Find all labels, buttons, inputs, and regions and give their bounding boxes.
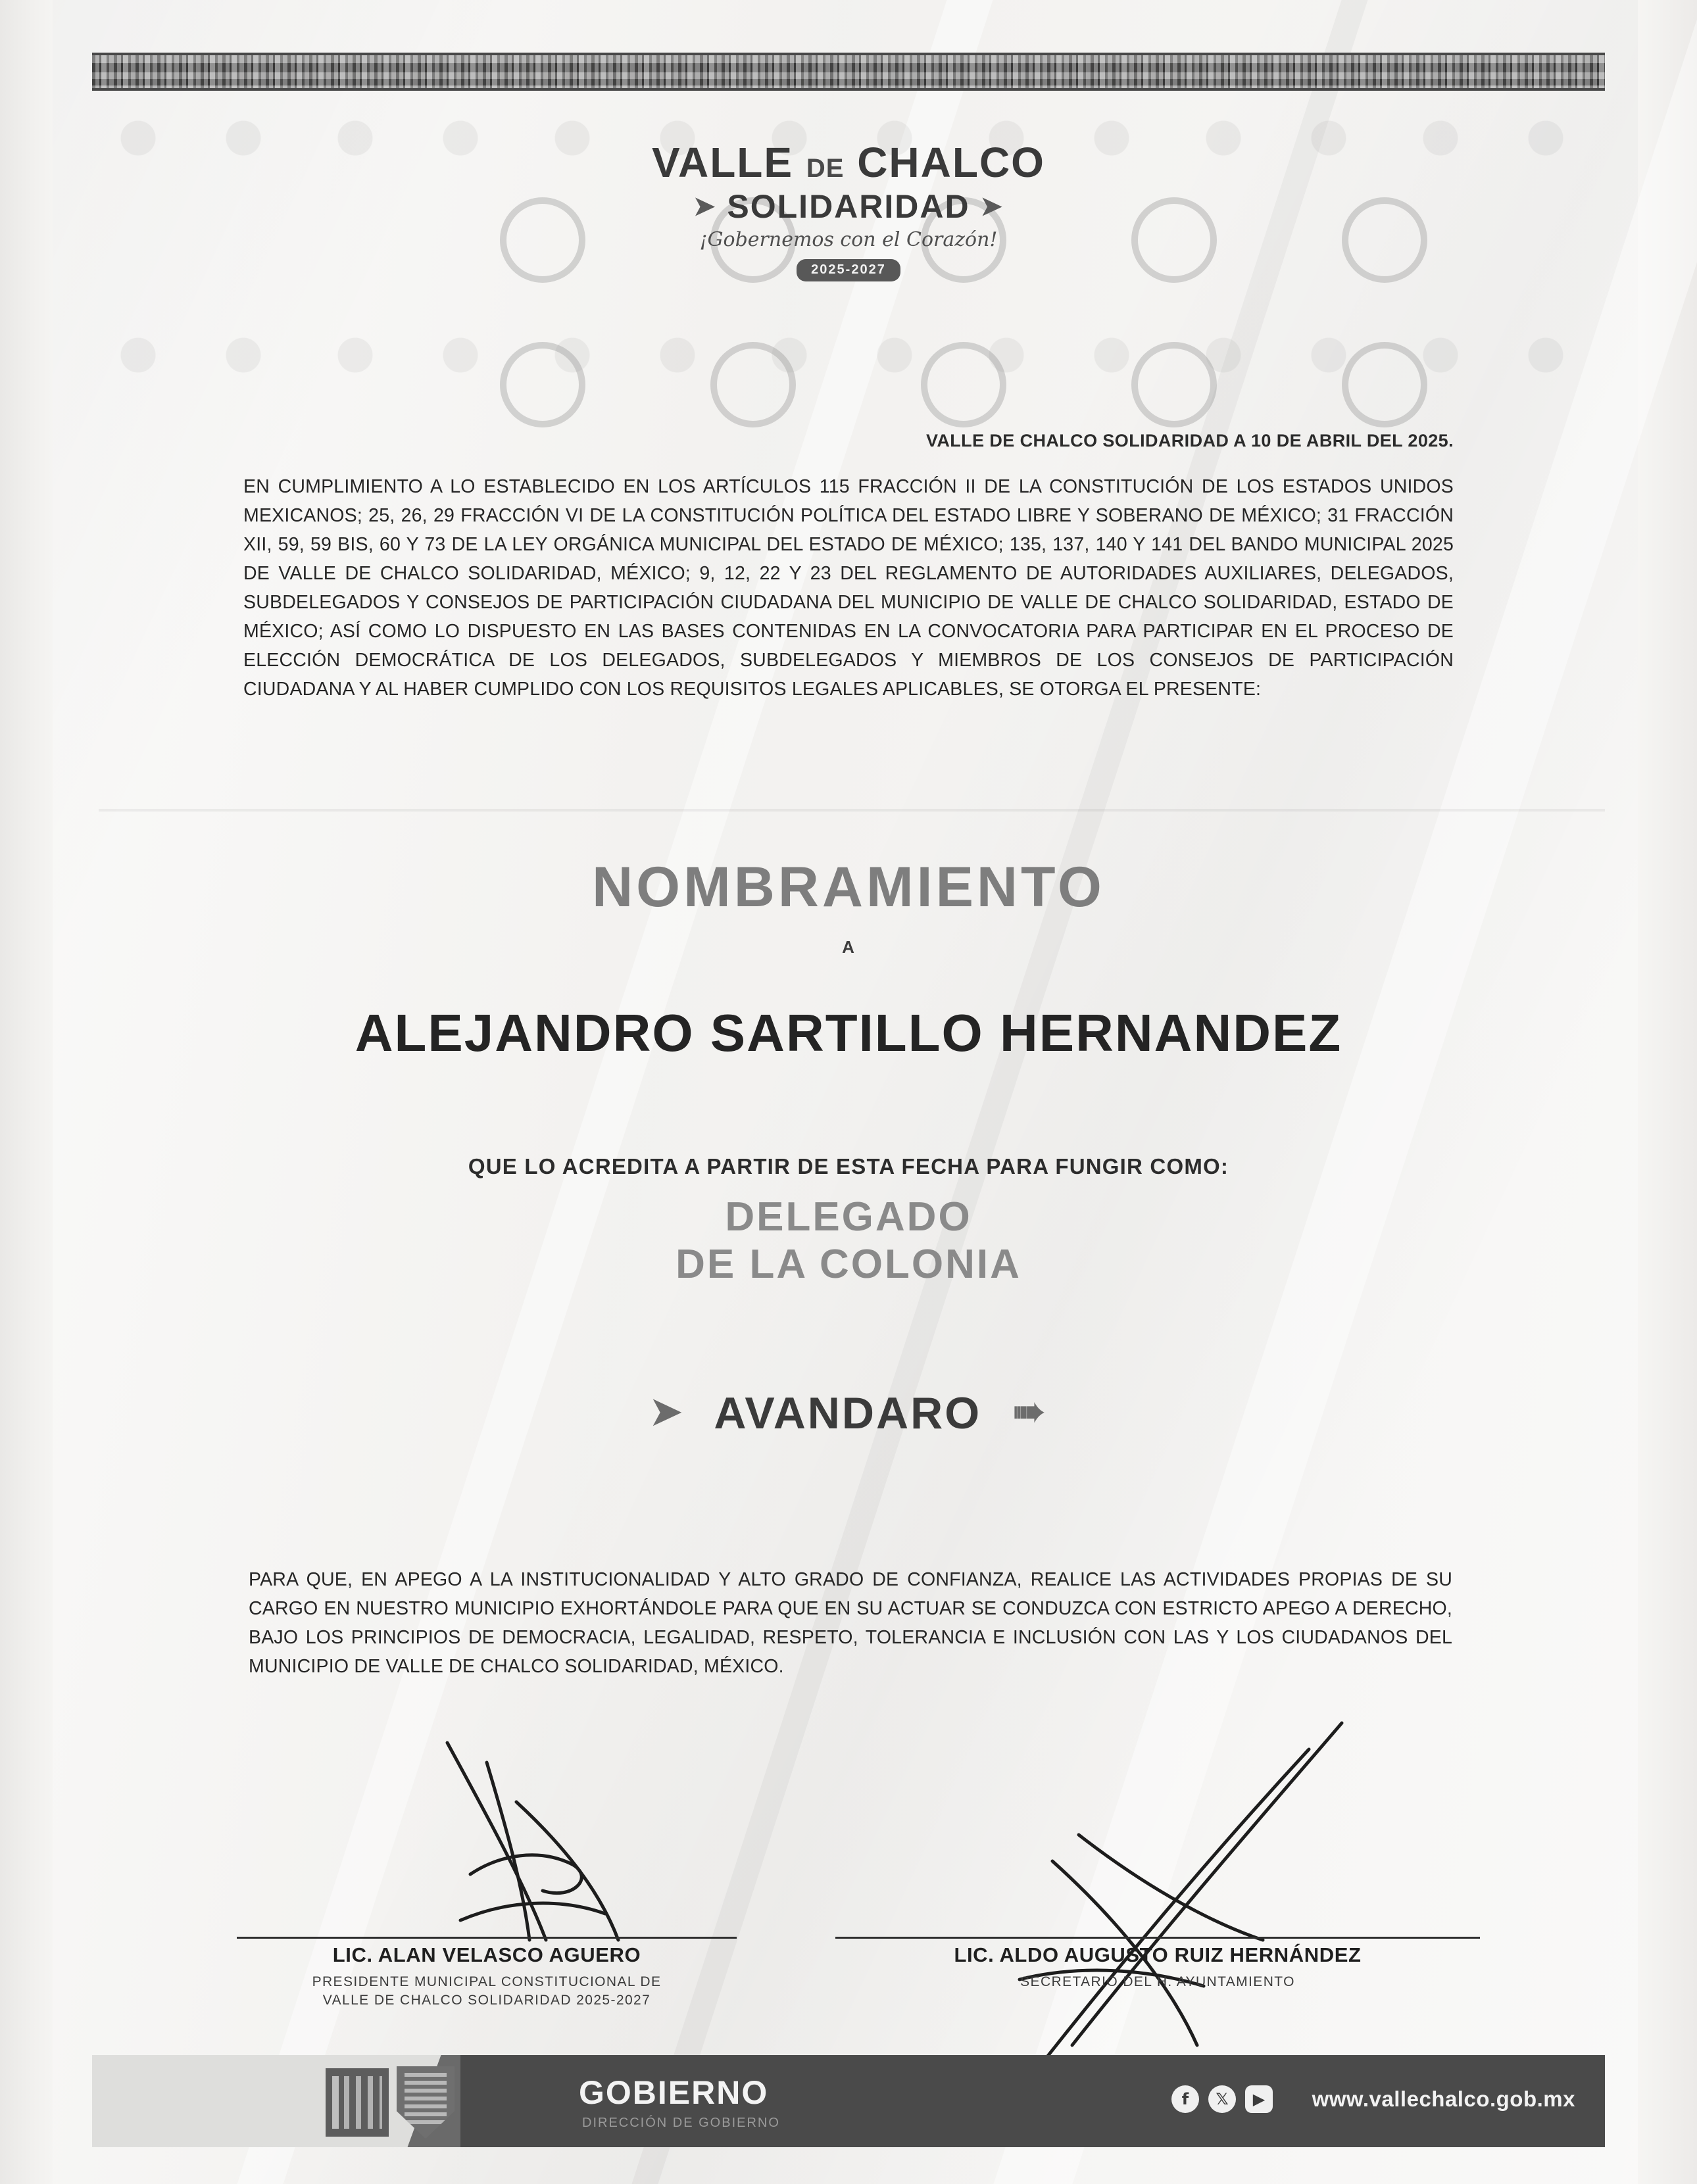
municipal-logo — [0, 141, 1697, 281]
paper-fold — [99, 809, 1605, 812]
position-line-two: DE LA COLONIA — [676, 1242, 1021, 1287]
wing-right-icon: ➠ — [1013, 1390, 1047, 1433]
accreditation-text: QUE LO ACREDITA A PARTIR DE ESTA FECHA PARA FUNGIR COMO: — [468, 1154, 1229, 1178]
logo-word-solidaridad: SOLIDARIDAD — [727, 188, 970, 225]
watermark-flower — [500, 342, 585, 427]
watermark-flower — [1342, 342, 1427, 427]
signature-role-right-line1: SECRETARIO DEL H. AYUNTAMIENTO — [1020, 1974, 1295, 1989]
logo-term-badge: 2025-2027 — [797, 259, 900, 281]
awardee-name: ALEJANDRO SARTILLO HERNANDEZ — [355, 1004, 1342, 1062]
logo-tagline: ¡Gobernemos con el Corazón! — [699, 228, 998, 251]
wing-right-icon: ➤ — [980, 192, 1004, 221]
signature-role-left-line1: PRESIDENTE MUNICIPAL CONSTITUCIONAL DE — [312, 1974, 662, 1989]
signature-name-left: LIC. ALAN VELASCO AGUERO — [332, 1943, 641, 1966]
wing-left-icon: ➤ — [693, 192, 717, 221]
logo-word-chalco: CHALCO — [857, 139, 1045, 186]
wing-left-icon: ➤ — [650, 1390, 684, 1433]
legal-basis-paragraph: EN CUMPLIMIENTO A LO ESTABLECIDO EN LOS ARTÍCULOS 115 FRACCIÓN II DE LA CONSTITUCIÓN DE LOS ESTADOS UNIDOS MEXICANOS; 25, 26, 29 FRACCIÓN VI DE LA CONSTITUCIÓN POLÍTICA DEL ESTADO LIBRE Y SOBERANO DE MÉXICO; 31 FRACCIÓN XII, 59, 59 BIS, 60 Y 73 DE LA LEY ORGÁNICA MUNICIPAL DEL ESTADO DE MÉXICO; 135, 137, 140 Y 141 DEL BANDO MUNICIPAL 2025 DE VALLE DE CHALCO SOLIDARIDAD, MÉXICO; 9, 12, 22 Y 23 DEL REGLAMENTO DE AUTORIDADES AUXILIARES, DELEGADOS, SUBDELEGADOS Y CONSEJOS DE PARTICIPACIÓN CIUDADANA DEL MUNICIPIO DE VALLE DE CHALCO SOLIDARIDAD, ESTADO DE MÉXICO; ASÍ COMO LO DISPUESTO EN LAS BASES CONTENIDAS EN LA CONVOCATORIA PARA PARTICIPAR EN EL PROCESO DE ELECCIÓN DEMOCRÁTICA DE LOS DELEGADOS, SUBDELEGADOS Y MIEMBROS DE LOS CONSEJOS DE PARTICIPACIÓN CIUDADANA Y AL HABER CUMPLIDO CON LOS REQUISITOS LEGALES APLICABLES, SE OTORGA EL PRESENTE: — [243, 476, 1454, 700]
signature-line-left — [237, 1937, 737, 1939]
ornamental-border — [92, 53, 1605, 91]
glyph-icon — [326, 2068, 389, 2137]
position-title — [0, 1194, 1697, 1288]
signature-name-right: LIC. ALDO AUGUSTO RUIZ HERNÁNDEZ — [954, 1943, 1362, 1966]
award-connector: A — [842, 937, 855, 957]
logo-line-one — [0, 139, 1697, 186]
issue-date-line: VALLE DE CHALCO SOLIDARIDAD A 10 DE ABRIL DEL 2025. — [925, 431, 1454, 450]
signature-line-right — [835, 1937, 1480, 1939]
logo-word-de: DE — [806, 154, 845, 183]
watermark-flower — [710, 342, 796, 427]
logo-line-two — [0, 190, 1697, 223]
closing-paragraph: PARA QUE, EN APEGO A LA INSTITUCIONALIDAD Y ALTO GRADO DE CONFIANZA, REALICE LAS ACTIVIDADES PROPIAS DE SU CARGO EN NUESTRO MUNICIPIO EXHORTÁNDOLE PARA QUE EN SU ACTUAR SE CONDUZCA CON ESTRICTO APEGO A DERECHO, BAJO LOS PRINCIPIOS DE DEMOCRACIA, LEGALIDAD, RESPETO, TOLERANCIA E INCLUSIÓN CON LAS Y LOS CIUDADANOS DEL MUNICIPIO DE VALLE DE CHALCO SOLIDARIDAD, MÉXICO. — [249, 1569, 1452, 1677]
municipal-crest — [326, 2063, 464, 2142]
footer-bar — [92, 2055, 1605, 2147]
award-title: NOMBRAMIENTO — [592, 856, 1105, 919]
footer-gobierno-sub: DIRECCIÓN DE GOBIERNO — [582, 2116, 780, 2130]
colony-name: AVANDARO — [714, 1388, 982, 1438]
colony-row — [0, 1388, 1697, 1439]
signature-role-right — [835, 1973, 1480, 1991]
scan-edge-left — [0, 0, 53, 2184]
watermark-flower — [921, 342, 1006, 427]
signature-role-left-line2: VALLE DE CHALCO SOLIDARIDAD 2025-2027 — [322, 1993, 651, 2008]
logo-word-valle: VALLE — [652, 139, 794, 186]
facebook-icon[interactable]: f — [1171, 2085, 1199, 2113]
x-twitter-icon[interactable]: 𝕏 — [1208, 2085, 1236, 2113]
watermark-flower — [1131, 342, 1217, 427]
social-icons — [1171, 2085, 1273, 2113]
position-line-one: DELEGADO — [725, 1194, 972, 1240]
youtube-icon[interactable]: ▶ — [1245, 2085, 1273, 2113]
footer-website[interactable]: www.vallechalco.gob.mx — [1312, 2087, 1575, 2111]
signature-role-left — [224, 1973, 750, 2010]
footer-gobierno-label: GOBIERNO — [579, 2074, 769, 2111]
shield-icon — [397, 2066, 455, 2139]
